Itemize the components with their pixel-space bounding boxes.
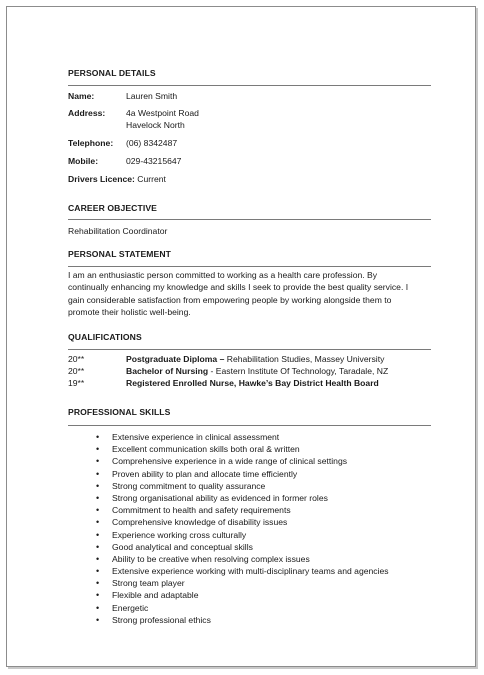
qualification-year: 19** xyxy=(68,378,85,388)
skill-text: Extensive experience in clinical assessment xyxy=(112,432,280,442)
resume-page xyxy=(6,6,476,667)
section-title-personal-statement: PERSONAL STATEMENT xyxy=(68,249,172,259)
statement-line: gain considerable satisfaction from empowering people by working alongside them to xyxy=(68,294,392,305)
skill-text: Energetic xyxy=(112,602,149,613)
mobile-label: Mobile: xyxy=(68,156,99,166)
qualification-description xyxy=(126,378,379,388)
bullet-icon: • xyxy=(96,456,100,467)
telephone-label: Telephone: xyxy=(68,138,114,148)
bullet-icon: • xyxy=(96,468,100,479)
address-line2: Havelock North xyxy=(126,120,185,130)
qualification-title: Registered Enrolled Nurse, Hawke’s Bay District Health Board xyxy=(126,378,379,388)
licence-value: Current xyxy=(137,174,166,184)
career-objective-text: Rehabilitation Coordinator xyxy=(68,226,168,236)
section-divider xyxy=(68,349,431,350)
bullet-icon: • xyxy=(96,505,100,516)
address-label: Address: xyxy=(68,108,106,118)
skill-text: Experience working cross culturally xyxy=(112,529,247,540)
skill-item xyxy=(96,455,389,467)
skill-text: Strong organisational ability as evidenced in former roles xyxy=(112,492,328,503)
qualification-description xyxy=(126,366,388,376)
qualification-detail: Rehabilitation Studies, Massey University xyxy=(224,354,385,364)
section-divider xyxy=(68,266,431,267)
section-title-professional-skills: PROFESSIONAL SKILLS xyxy=(68,407,171,417)
statement-line: continually enhancing my knowledge and skills I seek to provide the best quality service. I xyxy=(68,282,409,293)
section-title-career-objective: CAREER OBJECTIVE xyxy=(68,203,157,213)
bullet-icon: • xyxy=(96,480,100,491)
bullet-icon: • xyxy=(96,553,100,564)
name-label: Name: xyxy=(68,91,95,101)
skill-text: Proven ability to plan and allocate time efficiently xyxy=(112,468,298,479)
skill-text: Commitment to health and safety requirements xyxy=(112,505,291,516)
qualification-detail: - Eastern Institute Of Technology, Taradale, NZ xyxy=(208,366,389,376)
skill-text: Strong team player xyxy=(112,578,185,589)
skill-item xyxy=(96,468,389,480)
section-divider xyxy=(68,219,431,220)
bullet-icon: • xyxy=(96,578,100,589)
skill-text: Comprehensive experience in a wide range of clinical settings xyxy=(112,456,348,467)
bullet-icon: • xyxy=(96,541,100,552)
qualification-year: 20** xyxy=(68,354,85,364)
bullet-icon: • xyxy=(96,492,100,503)
bullet-icon: • xyxy=(96,614,100,625)
skill-item xyxy=(96,492,389,504)
skill-text: Flexible and adaptable xyxy=(112,590,199,601)
skill-item xyxy=(96,443,389,455)
skill-text: Comprehensive knowledge of disability issues xyxy=(112,517,288,528)
section-divider xyxy=(68,425,431,426)
skill-item xyxy=(96,541,389,553)
section-title-personal-details: PERSONAL DETAILS xyxy=(68,68,156,78)
skill-item xyxy=(96,553,389,565)
licence-label: Drivers Licence: xyxy=(68,174,135,184)
section-title-qualifications: QUALIFICATIONS xyxy=(68,332,142,342)
skill-item xyxy=(96,529,389,541)
qualification-year: 20** xyxy=(68,366,85,376)
bullet-icon: • xyxy=(96,602,100,613)
qualification-title: Postgraduate Diploma – xyxy=(126,354,225,364)
skill-item xyxy=(96,565,389,577)
skill-text: Ability to be creative when resolving complex issues xyxy=(112,553,310,564)
statement-line: I am an enthusiastic person committed to working as a health care profession. By xyxy=(68,270,378,280)
section-divider xyxy=(68,85,431,86)
bullet-icon: • xyxy=(96,529,100,540)
bullet-icon: • xyxy=(96,566,100,577)
telephone-value: (06) 8342487 xyxy=(126,138,178,148)
skill-item xyxy=(96,589,389,601)
skill-item xyxy=(96,602,389,614)
bullet-icon: • xyxy=(96,444,100,455)
skill-text: Good analytical and conceptual skills xyxy=(112,541,253,552)
bullet-icon: • xyxy=(96,432,100,442)
skill-item xyxy=(96,431,389,443)
skill-text: Strong professional ethics xyxy=(112,614,211,625)
qualification-title: Bachelor of Nursing xyxy=(126,366,209,376)
bullet-icon: • xyxy=(96,590,100,601)
mobile-value: 029-43215647 xyxy=(126,156,182,166)
qualification-description xyxy=(126,354,384,364)
statement-line: promote their holistic well-being. xyxy=(68,306,191,317)
address-line1: 4a Westpoint Road xyxy=(126,108,199,118)
skill-text: Strong commitment to quality assurance xyxy=(112,480,266,491)
personal-statement-text xyxy=(68,269,408,318)
bullet-icon: • xyxy=(96,517,100,528)
skill-item xyxy=(96,577,389,589)
skill-text: Excellent communication skills both oral & written xyxy=(112,444,300,455)
name-value: Lauren Smith xyxy=(126,91,178,101)
skill-item xyxy=(96,480,389,492)
licence-row xyxy=(68,173,166,185)
skill-item xyxy=(96,516,389,528)
skill-item xyxy=(96,614,389,626)
skills-list xyxy=(96,431,389,626)
skill-text: Extensive experience working with multi-disciplinary teams and agencies xyxy=(112,566,389,577)
skill-item xyxy=(96,504,389,516)
